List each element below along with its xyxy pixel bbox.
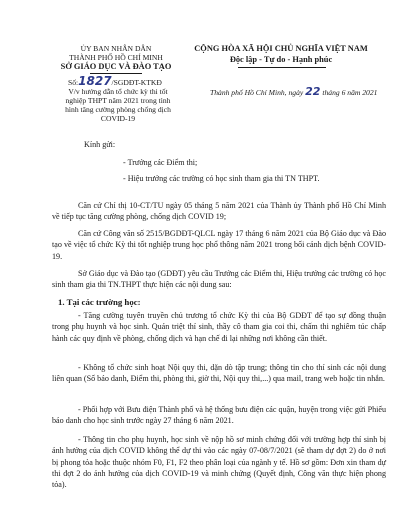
section-paragraph: - Không tổ chức sinh hoạt Nội quy thi, dặn dò tập trung; thông tin cho thí sinh các nội dung liên quan (Số báo danh, Điểm thi, phòng thi, giờ thi, Nội quy thi,...) qua mail, trang web hoặc tin nhắn. bbox=[52, 363, 386, 384]
section-paragraph: - Tăng cường tuyên truyền chủ trương tổ chức Kỳ thi của Bộ GDĐT để tạo sự đồng thuận trong phụ huynh và học sinh. Quán triệt thí sinh, thầy cô tham gia coi thi, chấm thi nghiêm túc chấp hành các quy định về phòng, chống dịch và hạn chế đi lại những nơi không cần thiết. bbox=[52, 311, 386, 343]
document-number: Số:1827/SGDĐT-KTKĐ bbox=[68, 74, 162, 88]
greeting: Kính gửi: bbox=[84, 140, 116, 149]
motto-underline bbox=[238, 67, 326, 68]
section-paragraph: - Thông tin cho phụ huynh, học sinh về nộp hồ sơ minh chứng đối với trường hợp thí sinh bị ảnh hưởng của dịch COVID không thể dự thi vào các ngày 07-08/7/2021 (sẽ tham dự đợt 2) do ở nơi bị phong tỏa hoặc thuộc nhóm F0, F1, F2 theo phân loại của ngành y tế. Hồ sơ gồm: Đơn xin tham dự thi đợt 2 do ảnh hưởng của dịch COVID-19 và minh chứng (Quyết định, Công văn thực hiện phong tỏa). bbox=[52, 435, 386, 490]
section-heading: 1. Tại các trường học: bbox=[58, 297, 141, 307]
recipient-item: - Hiệu trưởng các trường có học sinh tham gia thi TN THPT. bbox=[123, 174, 320, 183]
handwritten-number: 1827 bbox=[78, 74, 112, 88]
department-name: SỞ GIÁO DỤC VÀ ĐÀO TẠO bbox=[60, 62, 172, 71]
section-paragraph: - Phối hợp với Bưu điện Thành phố và hệ thống bưu điện các quận, huyện trong việc gửi Phiếu báo danh cho học sinh trước ngày 27 tháng 6 năm 2021. bbox=[52, 405, 386, 426]
authority-line-1: ỦY BAN NHÂN DÂN bbox=[80, 44, 152, 53]
country-name: CỘNG HÒA XÃ HỘI CHỦ NGHĨA VIỆT NAM bbox=[194, 44, 368, 53]
body-paragraph: Sở Giáo dục và Đào tạo (GDĐT) yêu cầu Trưởng các Điểm thi, Hiệu trưởng các trường có học sinh tham gia thi TN.THPT thực hiện các nội dung sau: bbox=[52, 269, 386, 290]
body-paragraph: Căn cứ Công văn số 2515/BGDĐT-QLCL ngày 17 tháng 6 năm 2021 của Bộ Giáo dục và Đào tạo về việc tổ chức Kỳ thi tốt nghiệp trung học phổ thông năm 2021 trong bối cảnh dịch bệnh COVID-19. bbox=[52, 229, 386, 261]
authority-line-2: THÀNH PHỐ HỒ CHÍ MINH bbox=[69, 53, 163, 62]
body-paragraph: Căn cứ Chỉ thị 10-CT/TU ngày 05 tháng 5 năm 2021 của Thành ủy Thành phố Hồ Chí Minh về tiếp tục tăng cường phòng, chống dịch COVID 19; bbox=[52, 201, 386, 222]
national-motto: Độc lập - Tự do - Hạnh phúc bbox=[229, 55, 333, 64]
document-date: Thành phố Hồ Chí Minh, ngày 22 tháng 6 năm 2021 bbox=[210, 85, 378, 98]
handwritten-day: 22 bbox=[305, 85, 321, 98]
recipient-item: - Trưởng các Điểm thi; bbox=[123, 158, 198, 167]
document-subject: V/v hướng dẫn tổ chức kỳ thi tốt nghiệp THPT năm 2021 trong tình hình tăng cường phòng chống dịch COVID-19 bbox=[65, 87, 171, 123]
